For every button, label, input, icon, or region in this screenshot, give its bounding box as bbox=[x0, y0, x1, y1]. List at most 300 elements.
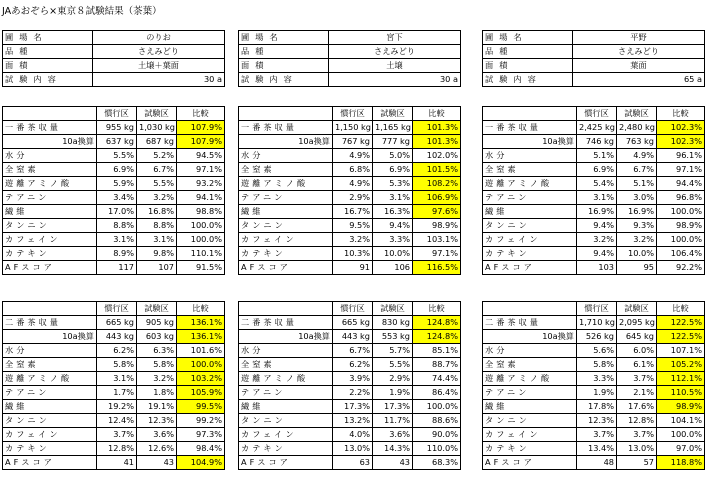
column-header: 慣行区 bbox=[97, 107, 137, 121]
info-area-type: 土壌＋葉面 bbox=[93, 59, 225, 73]
table-row bbox=[239, 386, 461, 400]
conventional-value: 443 kg bbox=[97, 330, 137, 344]
row-label: 全窒素 bbox=[483, 163, 577, 177]
trial-value: 1,030 kg bbox=[137, 121, 177, 135]
row-label: 一番茶収量 bbox=[239, 121, 333, 135]
comparison-value: 122.5% bbox=[657, 330, 705, 344]
row-label: 10a換算 bbox=[3, 135, 97, 149]
row-label: 遊離アミノ酸 bbox=[483, 177, 577, 191]
comparison-value: 97.3% bbox=[177, 428, 225, 442]
table-row bbox=[483, 358, 705, 372]
table-row bbox=[483, 428, 705, 442]
trial-value: 6.9% bbox=[373, 163, 413, 177]
comparison-value: 104.1% bbox=[657, 414, 705, 428]
trial-value: 3.6% bbox=[373, 428, 413, 442]
row-label: 水分 bbox=[3, 149, 97, 163]
header-blank bbox=[483, 107, 577, 121]
conventional-value: 767 kg bbox=[333, 135, 373, 149]
conventional-value: 637 kg bbox=[97, 135, 137, 149]
table-row bbox=[239, 330, 461, 344]
column-header: 比較 bbox=[657, 107, 705, 121]
trial-value: 106 bbox=[373, 261, 413, 275]
info-label: 試験内容 bbox=[239, 73, 329, 87]
comparison-value: 98.4% bbox=[177, 442, 225, 456]
comparison-value: 98.8% bbox=[177, 205, 225, 219]
conventional-value: 9.4% bbox=[577, 219, 617, 233]
conventional-value: 5.6% bbox=[577, 344, 617, 358]
conventional-value: 443 kg bbox=[333, 330, 373, 344]
trial-value: 17.6% bbox=[617, 400, 657, 414]
comparison-value: 102.0% bbox=[413, 149, 461, 163]
table-row bbox=[483, 205, 705, 219]
trial-value: 12.8% bbox=[617, 414, 657, 428]
comparison-value: 101.6% bbox=[177, 344, 225, 358]
row-label: 全窒素 bbox=[3, 163, 97, 177]
info-label: 品種 bbox=[3, 45, 93, 59]
table-row bbox=[483, 344, 705, 358]
row-label: タンニン bbox=[239, 219, 333, 233]
comparison-value: 107.1% bbox=[657, 344, 705, 358]
conventional-value: 3.7% bbox=[97, 428, 137, 442]
trial-value: 9.4% bbox=[373, 219, 413, 233]
table-row bbox=[3, 247, 225, 261]
trial-value: 11.7% bbox=[373, 414, 413, 428]
conventional-value: 6.7% bbox=[333, 344, 373, 358]
conventional-value: 3.3% bbox=[577, 372, 617, 386]
conventional-value: 6.9% bbox=[577, 163, 617, 177]
column-header: 慣行区 bbox=[333, 107, 373, 121]
info-table bbox=[482, 30, 705, 87]
conventional-value: 16.7% bbox=[333, 205, 373, 219]
row-label: 遊離アミノ酸 bbox=[239, 177, 333, 191]
conventional-value: 3.1% bbox=[577, 191, 617, 205]
header-blank bbox=[3, 302, 97, 316]
comparison-value: 116.5% bbox=[413, 261, 461, 275]
row-label: 10a換算 bbox=[483, 135, 577, 149]
conventional-value: 17.3% bbox=[333, 400, 373, 414]
trial-value: 57 bbox=[617, 456, 657, 470]
table-row bbox=[239, 372, 461, 386]
row-label: 繊維 bbox=[483, 400, 577, 414]
trial-value: 107 bbox=[137, 261, 177, 275]
conventional-value: 3.1% bbox=[97, 372, 137, 386]
trial-value: 763 kg bbox=[617, 135, 657, 149]
table-row bbox=[3, 191, 225, 205]
comparison-value: 94.5% bbox=[177, 149, 225, 163]
table-row bbox=[239, 358, 461, 372]
comparison-value: 100.0% bbox=[657, 233, 705, 247]
table-row bbox=[3, 205, 225, 219]
column-header: 試験区 bbox=[617, 302, 657, 316]
row-label: テアニン bbox=[3, 191, 97, 205]
conventional-value: 5.5% bbox=[97, 149, 137, 163]
trial-value: 1.9% bbox=[373, 386, 413, 400]
row-label: カテキン bbox=[239, 442, 333, 456]
header-blank bbox=[3, 107, 97, 121]
row-label: 一番茶収量 bbox=[483, 121, 577, 135]
info-label: 品種 bbox=[483, 45, 573, 59]
trial-value: 95 bbox=[617, 261, 657, 275]
comparison-value: 88.6% bbox=[413, 414, 461, 428]
column-header: 試験区 bbox=[137, 107, 177, 121]
trial-value: 3.1% bbox=[137, 233, 177, 247]
row-label: AFスコア bbox=[3, 456, 97, 470]
table-row bbox=[3, 414, 225, 428]
table-row bbox=[483, 121, 705, 135]
conventional-value: 2.2% bbox=[333, 386, 373, 400]
bottom-results-table bbox=[2, 301, 225, 470]
top-results-table bbox=[238, 106, 461, 275]
row-label: 二番茶収量 bbox=[239, 316, 333, 330]
trial-value: 2.1% bbox=[617, 386, 657, 400]
conventional-value: 526 kg bbox=[577, 330, 617, 344]
comparison-value: 100.0% bbox=[177, 219, 225, 233]
comparison-value: 97.1% bbox=[413, 247, 461, 261]
trial-value: 3.2% bbox=[137, 372, 177, 386]
comparison-value: 103.2% bbox=[177, 372, 225, 386]
conventional-value: 12.4% bbox=[97, 414, 137, 428]
conventional-value: 1.9% bbox=[577, 386, 617, 400]
trial-value: 9.8% bbox=[137, 247, 177, 261]
column-header: 比較 bbox=[413, 302, 461, 316]
conventional-value: 3.9% bbox=[333, 372, 373, 386]
comparison-value: 93.2% bbox=[177, 177, 225, 191]
conventional-value: 1,150 kg bbox=[333, 121, 373, 135]
table-row bbox=[239, 177, 461, 191]
row-label: 遊離アミノ酸 bbox=[239, 372, 333, 386]
conventional-value: 1,710 kg bbox=[577, 316, 617, 330]
comparison-value: 85.1% bbox=[413, 344, 461, 358]
trial-value: 2,095 kg bbox=[617, 316, 657, 330]
row-label: 全窒素 bbox=[239, 358, 333, 372]
table-row bbox=[239, 121, 461, 135]
row-label: テアニン bbox=[239, 191, 333, 205]
trial-value: 6.7% bbox=[137, 163, 177, 177]
comparison-value: 105.9% bbox=[177, 386, 225, 400]
trial-value: 3.2% bbox=[617, 233, 657, 247]
comparison-value: 101.3% bbox=[413, 135, 461, 149]
row-label: カフェイン bbox=[239, 233, 333, 247]
row-label: 水分 bbox=[483, 149, 577, 163]
trial-value: 3.0% bbox=[617, 191, 657, 205]
conventional-value: 3.4% bbox=[97, 191, 137, 205]
trial-value: 5.7% bbox=[373, 344, 413, 358]
comparison-value: 101.5% bbox=[413, 163, 461, 177]
table-row bbox=[239, 135, 461, 149]
comparison-value: 101.3% bbox=[413, 121, 461, 135]
info-variety: さえみどり bbox=[573, 45, 705, 59]
row-label: 全窒素 bbox=[3, 358, 97, 372]
conventional-value: 10.3% bbox=[333, 247, 373, 261]
row-label: タンニン bbox=[483, 414, 577, 428]
comparison-value: 100.0% bbox=[657, 205, 705, 219]
row-label: カテキン bbox=[3, 442, 97, 456]
trial-value: 3.3% bbox=[373, 233, 413, 247]
table-row bbox=[3, 442, 225, 456]
row-label: AFスコア bbox=[483, 261, 577, 275]
column-header: 比較 bbox=[413, 107, 461, 121]
row-label: 全窒素 bbox=[483, 358, 577, 372]
column-header: 慣行区 bbox=[577, 302, 617, 316]
trial-value: 6.0% bbox=[617, 344, 657, 358]
conventional-value: 17.8% bbox=[577, 400, 617, 414]
trial-value: 3.7% bbox=[617, 428, 657, 442]
row-label: 10a換算 bbox=[239, 330, 333, 344]
conventional-value: 2,425 kg bbox=[577, 121, 617, 135]
column-header: 慣行区 bbox=[97, 302, 137, 316]
table-row bbox=[3, 163, 225, 177]
trial-value: 12.3% bbox=[137, 414, 177, 428]
table-row bbox=[239, 442, 461, 456]
comparison-value: 104.9% bbox=[177, 456, 225, 470]
comparison-value: 107.9% bbox=[177, 121, 225, 135]
conventional-value: 5.8% bbox=[97, 358, 137, 372]
comparison-value: 100.0% bbox=[177, 358, 225, 372]
table-row bbox=[3, 233, 225, 247]
table-row bbox=[483, 247, 705, 261]
trial-value: 6.1% bbox=[617, 358, 657, 372]
conventional-value: 6.2% bbox=[333, 358, 373, 372]
trial-value: 43 bbox=[373, 456, 413, 470]
comparison-value: 99.2% bbox=[177, 414, 225, 428]
info-label: 試験内容 bbox=[483, 73, 573, 87]
table-row bbox=[483, 400, 705, 414]
row-label: 10a換算 bbox=[3, 330, 97, 344]
row-label: 一番茶収量 bbox=[3, 121, 97, 135]
conventional-value: 13.4% bbox=[577, 442, 617, 456]
info-area-type: 土壌 bbox=[329, 59, 461, 73]
table-row bbox=[3, 372, 225, 386]
trial-value: 4.9% bbox=[617, 149, 657, 163]
conventional-value: 103 bbox=[577, 261, 617, 275]
conventional-value: 12.8% bbox=[97, 442, 137, 456]
table-row bbox=[239, 456, 461, 470]
comparison-value: 100.0% bbox=[657, 428, 705, 442]
comparison-value: 97.6% bbox=[413, 205, 461, 219]
table-row bbox=[3, 149, 225, 163]
bottom-results-table bbox=[238, 301, 461, 470]
table-row bbox=[239, 247, 461, 261]
info-label: 圃場名 bbox=[239, 31, 329, 45]
table-row bbox=[239, 344, 461, 358]
info-test: 65 a bbox=[573, 73, 705, 87]
trial-value: 5.0% bbox=[373, 149, 413, 163]
comparison-value: 103.1% bbox=[413, 233, 461, 247]
row-label: AFスコア bbox=[3, 261, 97, 275]
info-table bbox=[2, 30, 225, 87]
trial-value: 8.8% bbox=[137, 219, 177, 233]
info-field: 宮下 bbox=[329, 31, 461, 45]
table-row bbox=[239, 428, 461, 442]
table-row bbox=[3, 261, 225, 275]
comparison-value: 97.1% bbox=[657, 163, 705, 177]
conventional-value: 5.9% bbox=[97, 177, 137, 191]
info-test: 30 a bbox=[93, 73, 225, 87]
trial-value: 16.3% bbox=[373, 205, 413, 219]
row-label: 繊維 bbox=[483, 205, 577, 219]
comparison-value: 86.4% bbox=[413, 386, 461, 400]
conventional-value: 665 kg bbox=[97, 316, 137, 330]
conventional-value: 13.0% bbox=[333, 442, 373, 456]
trial-value: 10.0% bbox=[373, 247, 413, 261]
conventional-value: 63 bbox=[333, 456, 373, 470]
conventional-value: 13.2% bbox=[333, 414, 373, 428]
conventional-value: 1.7% bbox=[97, 386, 137, 400]
row-label: 10a換算 bbox=[239, 135, 333, 149]
conventional-value: 6.2% bbox=[97, 344, 137, 358]
conventional-value: 19.2% bbox=[97, 400, 137, 414]
row-label: 二番茶収量 bbox=[3, 316, 97, 330]
table-row bbox=[483, 442, 705, 456]
trial-value: 19.1% bbox=[137, 400, 177, 414]
trial-value: 10.0% bbox=[617, 247, 657, 261]
table-row bbox=[483, 149, 705, 163]
table-row bbox=[3, 316, 225, 330]
comparison-value: 100.0% bbox=[413, 400, 461, 414]
trial-value: 3.1% bbox=[373, 191, 413, 205]
trial-value: 13.0% bbox=[617, 442, 657, 456]
row-label: カフェイン bbox=[3, 233, 97, 247]
column-header: 慣行区 bbox=[577, 107, 617, 121]
top-results-table bbox=[482, 106, 705, 275]
column-header: 試験区 bbox=[137, 302, 177, 316]
comparison-value: 74.4% bbox=[413, 372, 461, 386]
table-row bbox=[3, 456, 225, 470]
info-label: 試験内容 bbox=[3, 73, 93, 87]
row-label: 遊離アミノ酸 bbox=[483, 372, 577, 386]
bottom-results-table bbox=[482, 301, 705, 470]
comparison-value: 110.5% bbox=[657, 386, 705, 400]
trial-value: 5.8% bbox=[137, 358, 177, 372]
trial-value: 5.2% bbox=[137, 149, 177, 163]
trial-value: 16.9% bbox=[617, 205, 657, 219]
comparison-value: 106.4% bbox=[657, 247, 705, 261]
trial-value: 5.5% bbox=[137, 177, 177, 191]
row-label: テアニン bbox=[483, 386, 577, 400]
row-label: タンニン bbox=[3, 414, 97, 428]
trial-value: 777 kg bbox=[373, 135, 413, 149]
table-row bbox=[483, 414, 705, 428]
conventional-value: 8.9% bbox=[97, 247, 137, 261]
conventional-value: 16.9% bbox=[577, 205, 617, 219]
trial-value: 16.8% bbox=[137, 205, 177, 219]
table-row bbox=[239, 205, 461, 219]
comparison-value: 106.9% bbox=[413, 191, 461, 205]
table-row bbox=[483, 233, 705, 247]
table-row bbox=[239, 149, 461, 163]
conventional-value: 746 kg bbox=[577, 135, 617, 149]
row-label: 水分 bbox=[483, 344, 577, 358]
info-label: 圃場名 bbox=[483, 31, 573, 45]
row-label: カフェイン bbox=[483, 428, 577, 442]
table-row bbox=[239, 400, 461, 414]
trial-value: 6.7% bbox=[617, 163, 657, 177]
conventional-value: 4.9% bbox=[333, 177, 373, 191]
table-row bbox=[239, 261, 461, 275]
row-label: 遊離アミノ酸 bbox=[3, 177, 97, 191]
comparison-value: 91.5% bbox=[177, 261, 225, 275]
trial-value: 553 kg bbox=[373, 330, 413, 344]
row-label: タンニン bbox=[483, 219, 577, 233]
column-header: 慣行区 bbox=[333, 302, 373, 316]
comparison-value: 110.1% bbox=[177, 247, 225, 261]
row-label: AFスコア bbox=[239, 456, 333, 470]
comparison-value: 102.3% bbox=[657, 135, 705, 149]
row-label: カテキン bbox=[239, 247, 333, 261]
table-row bbox=[3, 358, 225, 372]
table-row bbox=[3, 177, 225, 191]
row-label: 水分 bbox=[3, 344, 97, 358]
comparison-value: 112.1% bbox=[657, 372, 705, 386]
table-row bbox=[239, 163, 461, 177]
comparison-value: 107.9% bbox=[177, 135, 225, 149]
table-row bbox=[483, 191, 705, 205]
row-label: テアニン bbox=[483, 191, 577, 205]
trial-value: 12.6% bbox=[137, 442, 177, 456]
comparison-value: 110.0% bbox=[413, 442, 461, 456]
comparison-value: 96.1% bbox=[657, 149, 705, 163]
column-header: 試験区 bbox=[617, 107, 657, 121]
trial-value: 1.8% bbox=[137, 386, 177, 400]
row-label: カテキン bbox=[483, 442, 577, 456]
trial-value: 905 kg bbox=[137, 316, 177, 330]
comparison-value: 105.2% bbox=[657, 358, 705, 372]
comparison-value: 124.8% bbox=[413, 316, 461, 330]
conventional-value: 12.3% bbox=[577, 414, 617, 428]
comparison-value: 98.9% bbox=[657, 400, 705, 414]
trial-value: 603 kg bbox=[137, 330, 177, 344]
row-label: AFスコア bbox=[483, 456, 577, 470]
conventional-value: 8.8% bbox=[97, 219, 137, 233]
conventional-value: 6.8% bbox=[333, 163, 373, 177]
row-label: 水分 bbox=[239, 149, 333, 163]
conventional-value: 3.7% bbox=[577, 428, 617, 442]
info-label: 圃場名 bbox=[3, 31, 93, 45]
conventional-value: 665 kg bbox=[333, 316, 373, 330]
table-row bbox=[239, 233, 461, 247]
table-row bbox=[3, 400, 225, 414]
row-label: カフェイン bbox=[483, 233, 577, 247]
comparison-value: 98.9% bbox=[413, 219, 461, 233]
info-variety: さえみどり bbox=[329, 45, 461, 59]
table-row bbox=[239, 414, 461, 428]
table-row bbox=[483, 135, 705, 149]
table-row bbox=[483, 261, 705, 275]
comparison-value: 124.8% bbox=[413, 330, 461, 344]
row-label: タンニン bbox=[239, 414, 333, 428]
table-row bbox=[3, 121, 225, 135]
comparison-value: 94.1% bbox=[177, 191, 225, 205]
row-label: 繊維 bbox=[239, 400, 333, 414]
row-label: タンニン bbox=[3, 219, 97, 233]
conventional-value: 2.9% bbox=[333, 191, 373, 205]
row-label: テアニン bbox=[239, 386, 333, 400]
column-header: 比較 bbox=[177, 107, 225, 121]
row-label: 繊維 bbox=[3, 400, 97, 414]
conventional-value: 4.9% bbox=[333, 149, 373, 163]
row-label: テアニン bbox=[3, 386, 97, 400]
sheet-title: JAあおぞら×東京８試験結果（茶葉） bbox=[2, 6, 162, 17]
comparison-value: 99.5% bbox=[177, 400, 225, 414]
info-label: 面積 bbox=[239, 59, 329, 73]
row-label: 繊維 bbox=[3, 205, 97, 219]
row-label: 遊離アミノ酸 bbox=[3, 372, 97, 386]
table-row bbox=[3, 219, 225, 233]
table-row bbox=[483, 316, 705, 330]
comparison-value: 108.2% bbox=[413, 177, 461, 191]
row-label: 水分 bbox=[239, 344, 333, 358]
conventional-value: 4.0% bbox=[333, 428, 373, 442]
